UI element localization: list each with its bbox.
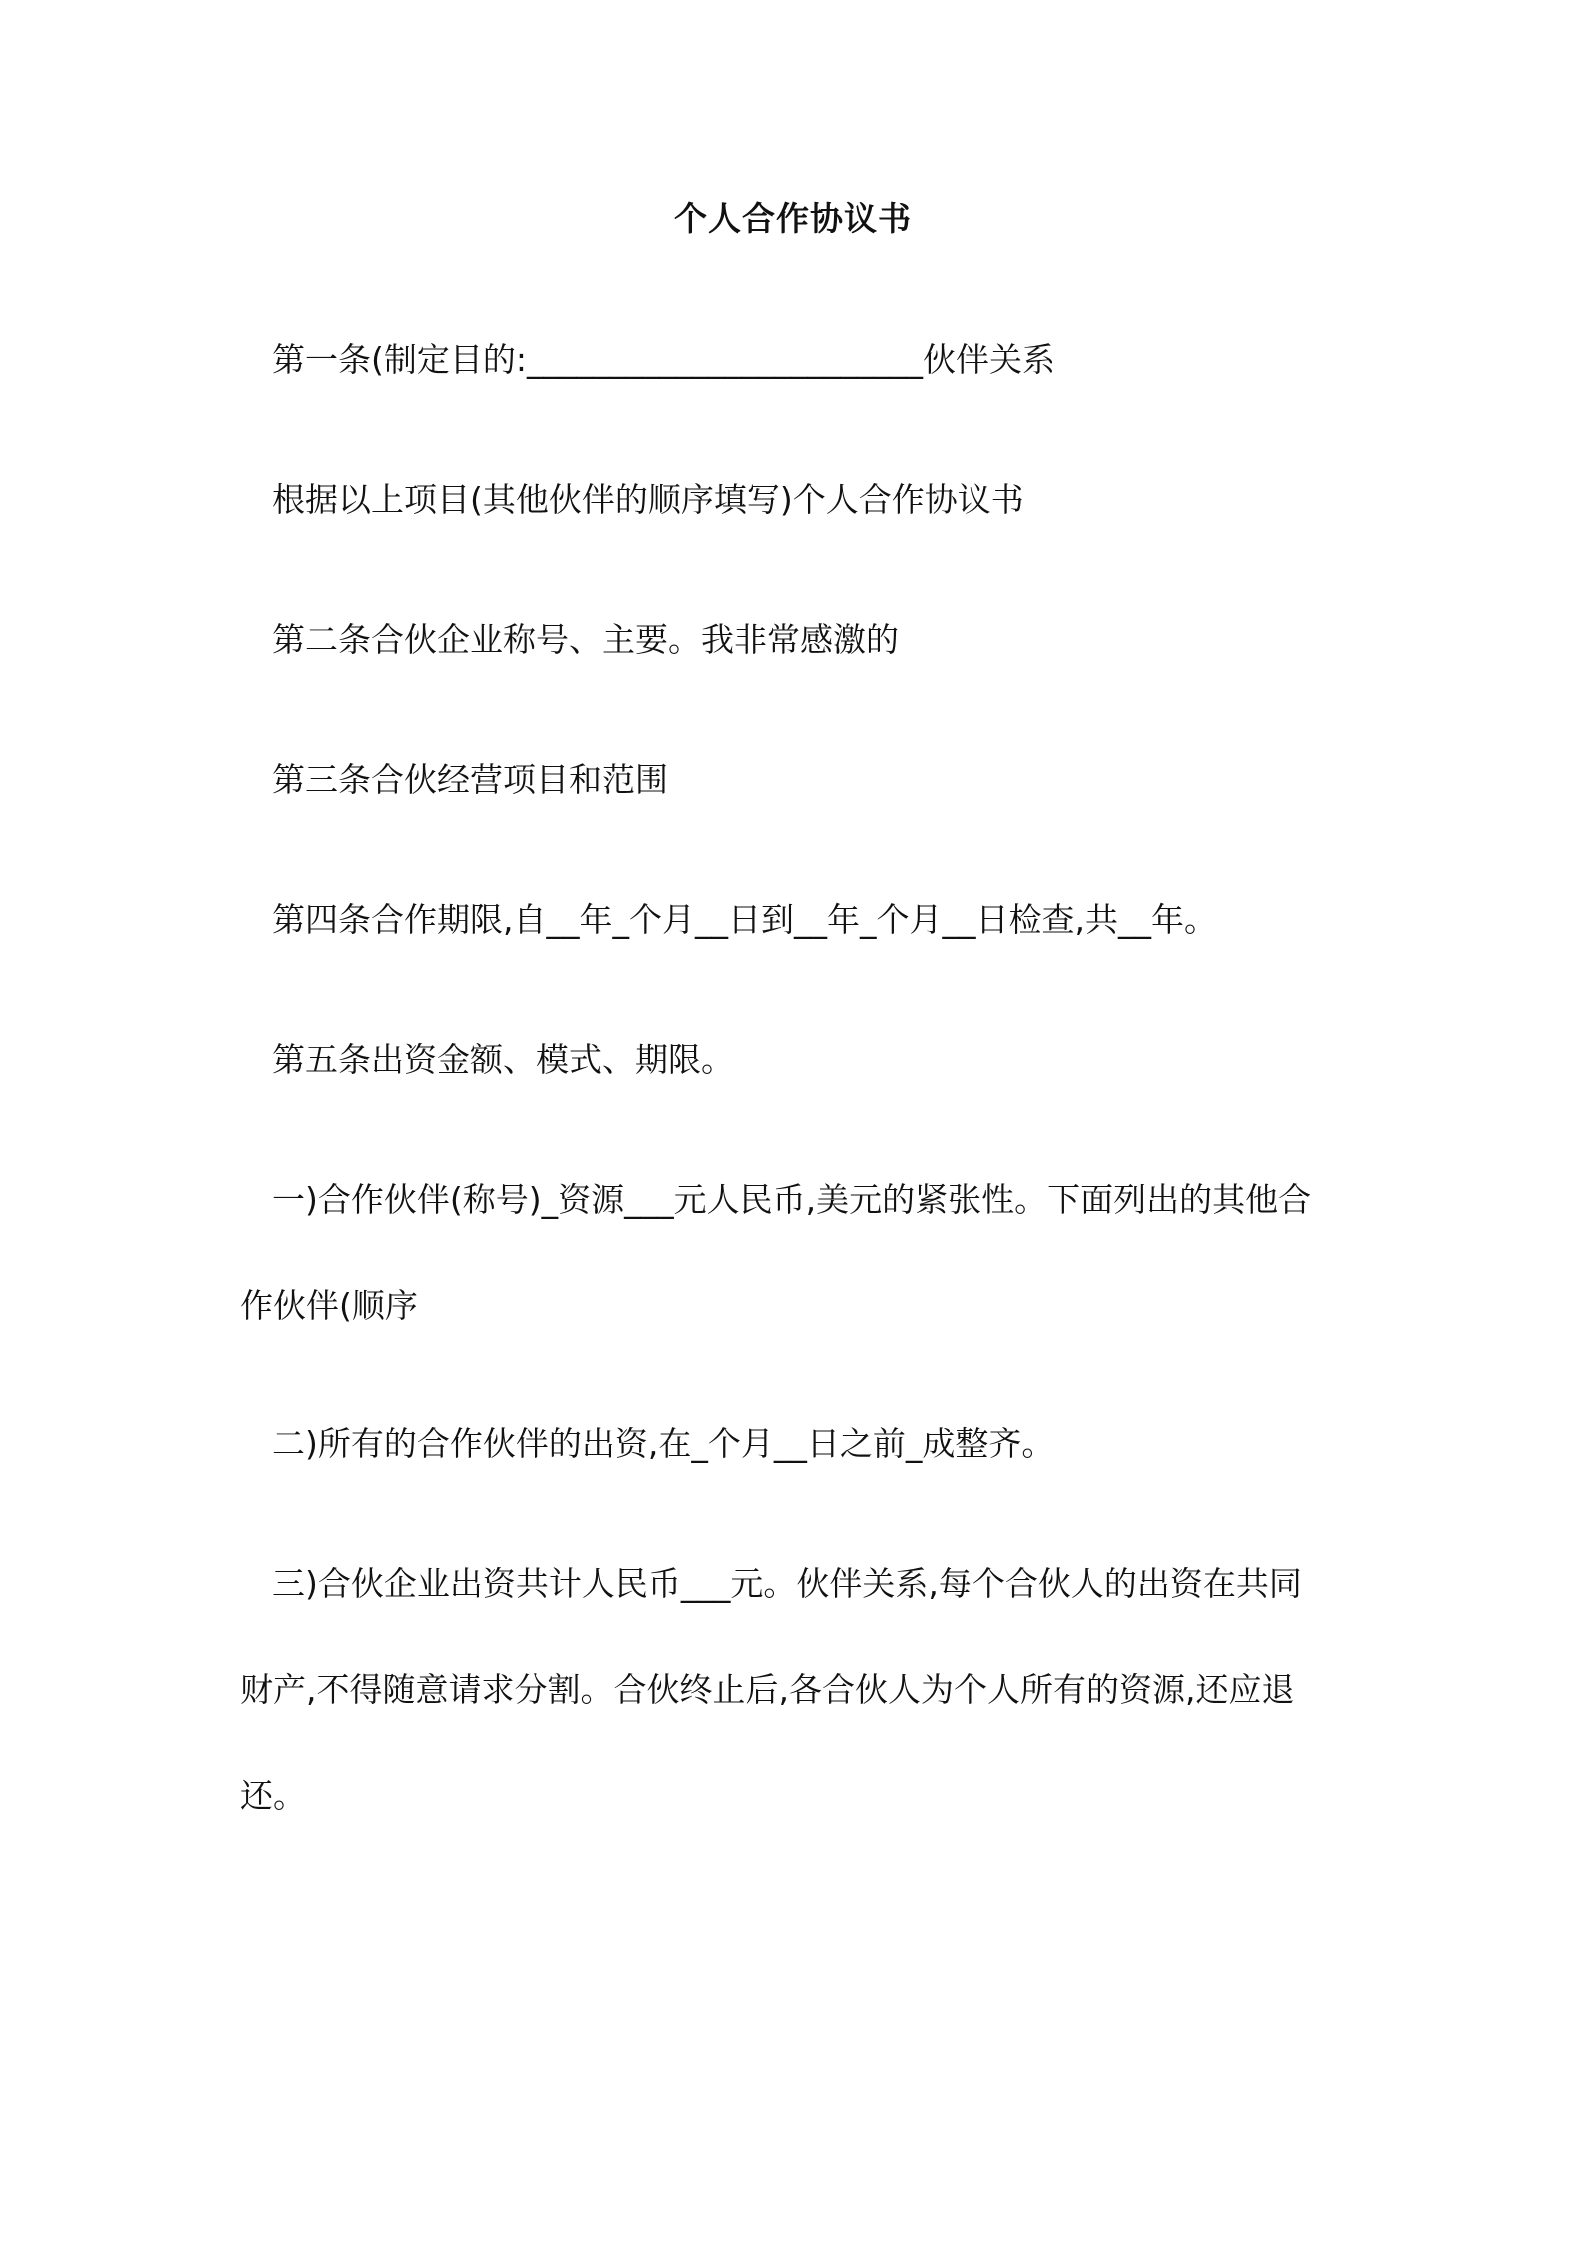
clause-1-line-2: 作伙伴(顺序 bbox=[240, 1286, 418, 1325]
article-1: 第一条(制定目的:________________________伙伴关系 bbox=[272, 340, 1055, 379]
clause-1-line-1: 一)合作伙伴(称号)_资源___元人民币,美元的紧张性。下面列出的其他合 bbox=[272, 1180, 1312, 1219]
article-4: 第四条合作期限,自__年_个月__日到__年_个月__日检查,共__年。 bbox=[272, 900, 1217, 939]
article-3: 第三条合伙经营项目和范围 bbox=[272, 760, 668, 799]
clause-1 bbox=[240, 1177, 1356, 1329]
article-2: 第二条合伙企业称号、主要。我非常感激的 bbox=[272, 620, 899, 659]
article-1-continuation: 根据以上项目(其他伙伴的顺序填写)个人合作协议书 bbox=[272, 480, 1024, 519]
clause-3-line-2: 财产,不得随意请求分割。合伙终止后,各合伙人为个人所有的资源,还应退 bbox=[240, 1670, 1295, 1709]
article-5: 第五条出资金额、模式、期限。 bbox=[272, 1040, 734, 1079]
clause-3 bbox=[240, 1561, 1356, 1819]
document-title: 个人合作协议书 bbox=[674, 199, 912, 238]
clause-3-line-3: 还。 bbox=[240, 1776, 306, 1815]
clause-2: 二)所有的合作伙伴的出资,在_个月__日之前_成整齐。 bbox=[272, 1424, 1055, 1463]
clause-3-line-1: 三)合伙企业出资共计人民币___元。伙伴关系,每个合伙人的出资在共同 bbox=[272, 1564, 1302, 1603]
